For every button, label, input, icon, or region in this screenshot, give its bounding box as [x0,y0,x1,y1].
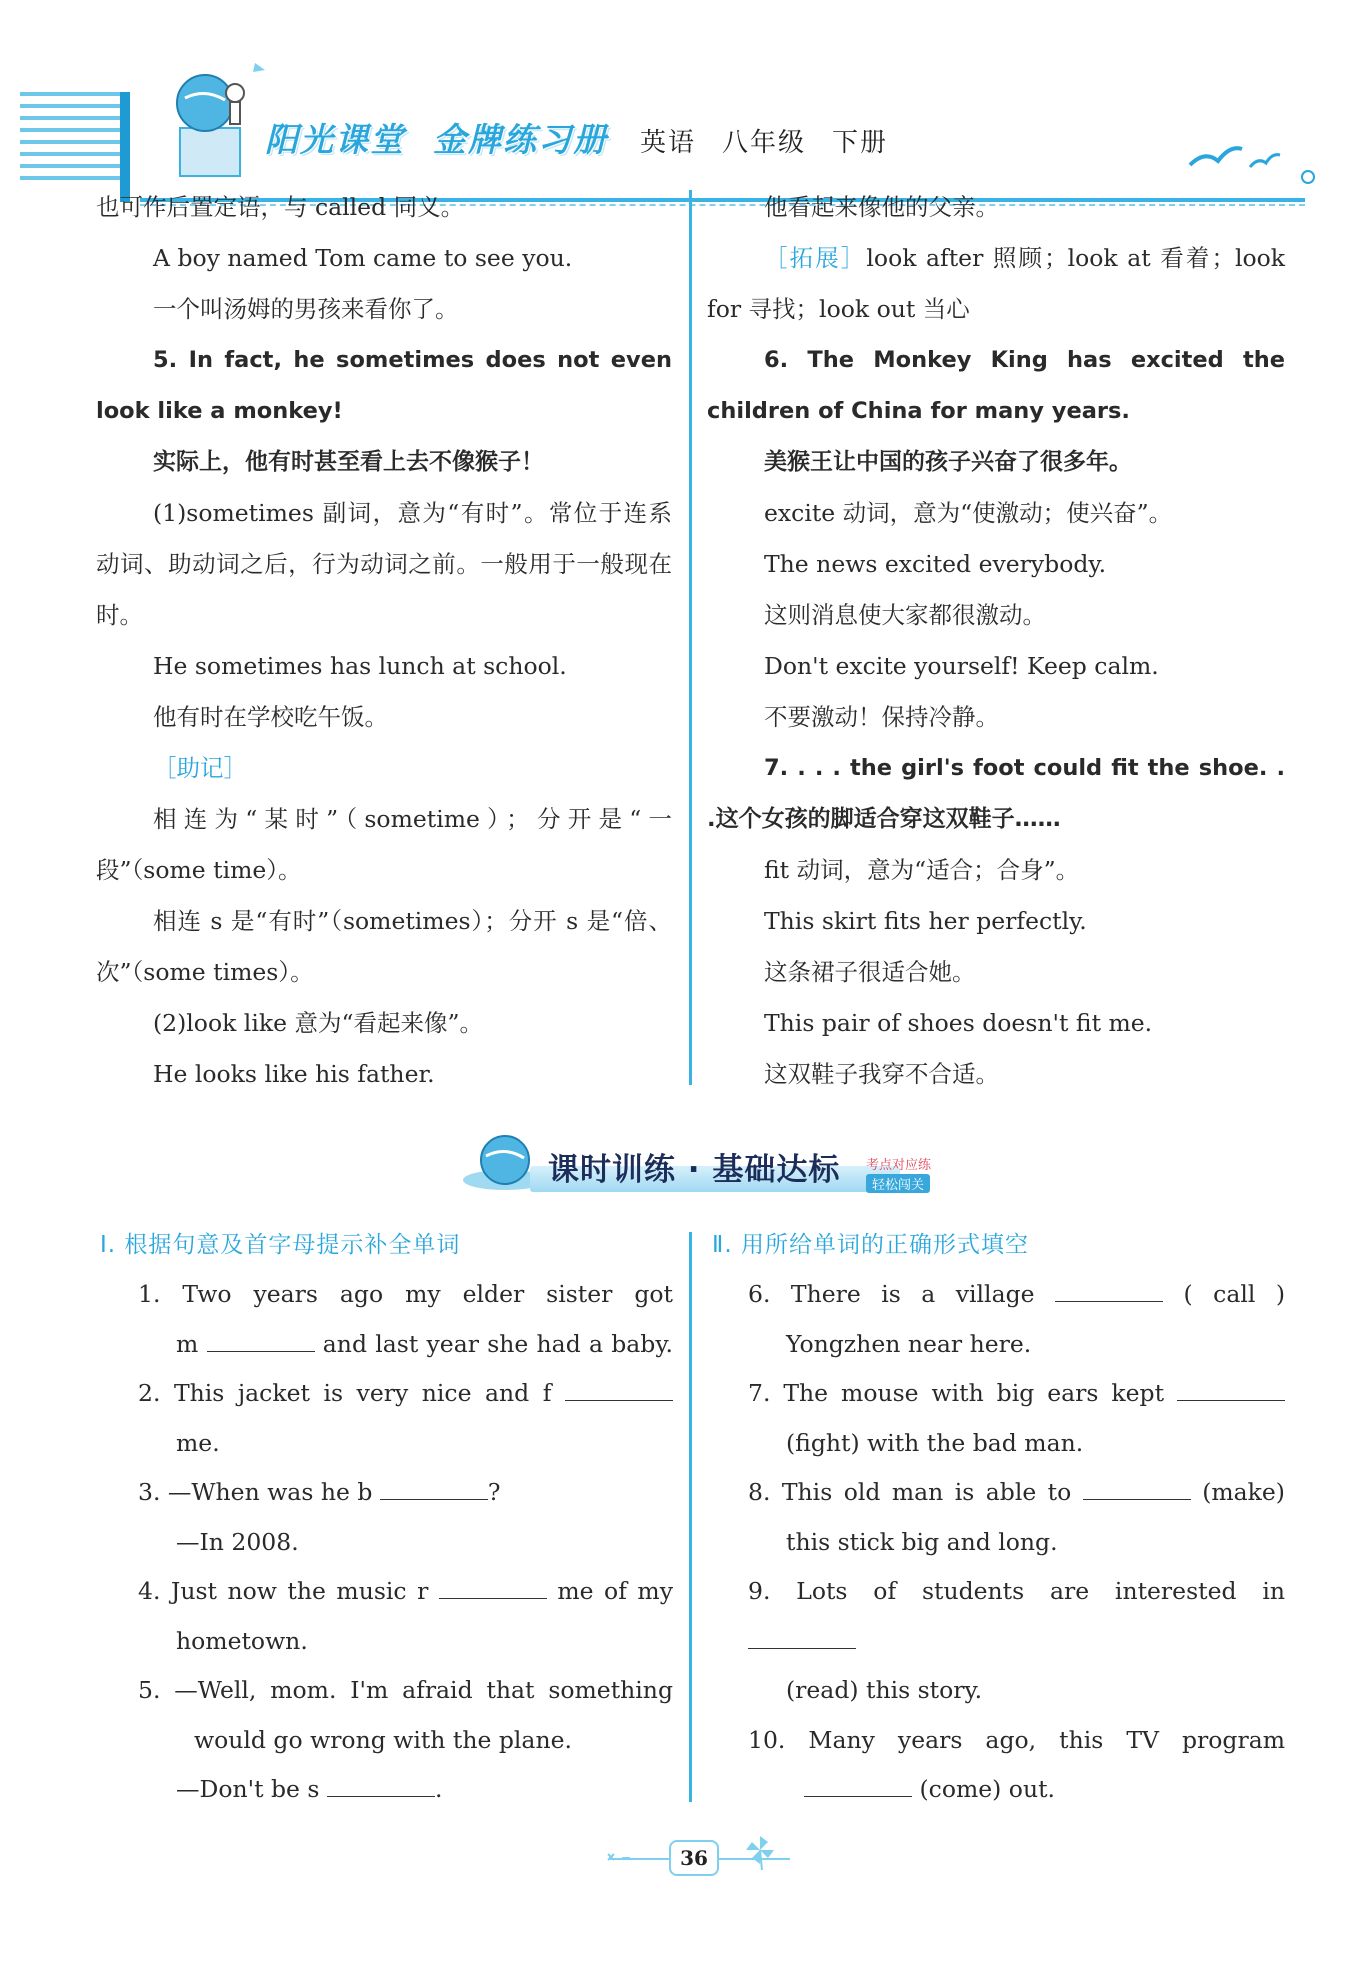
paragraph: excite 动词，意为“使激动；使兴奋”。 [764,499,1173,527]
question-1-rest: and last year she had a baby. [322,1329,673,1358]
key-sentence-7-en: 7. . . . the girl's foot could fit the shoe. . . [707,755,1285,832]
right-column [707,182,1285,1100]
question-5-line-2: would go wrong with the plane. [194,1725,572,1754]
example-sentence: This pair of shoes doesn't fit me. [764,1009,1153,1037]
answer-blank-5[interactable] [327,1774,435,1797]
question-9-line-2: (read) this story. [786,1676,983,1704]
example-translation: 一个叫汤姆的男孩来看你了。 [153,295,459,323]
question-6-line-2: Yongzhen near here. [786,1329,1032,1358]
grade: 八年级 [722,128,807,158]
question-2-line-1 [138,1369,673,1419]
paragraph: (2)look like 意为“看起来像”。 [153,1009,483,1037]
section-banner [420,1128,960,1198]
example-sentence: He sometimes has lunch at school. [153,652,567,680]
paragraph: fit 动词，意为“适合；合身”。 [764,856,1080,884]
section-1-title: Ⅰ. 根据句意及首字母提示补全单词 [100,1232,461,1258]
paragraph: 也可作后置定语，与 called 同义。 [96,193,465,221]
example-translation: 这条裙子很适合她。 [764,958,976,986]
key-sentence-5: 5. In fact, he sometimes does not even look like a monkey! [96,347,672,424]
book-info [640,122,914,159]
expand-tag: ［拓展］ [764,244,867,272]
question-9-text: 9. Lots of students are interested in [748,1577,1285,1605]
brand-name-1: 阳光课堂 [265,120,405,159]
question-4-line-2: hometown. [176,1626,308,1655]
key-sentence-7-translation: 这个女孩的脚适合穿这双鞋子…… [715,806,1061,832]
question-6-line-1 [748,1270,1285,1320]
key-sentence-5-translation: 实际上，他有时甚至看上去不像猴子！ [153,449,544,475]
key-sentence-6: 6. The Monkey King has excited the children of China for many years. [707,347,1285,424]
example-sentence: A boy named Tom came to see you. [153,244,573,272]
key-sentence-7 [707,743,1285,845]
example-translation: 这双鞋子我穿不合适。 [764,1060,999,1088]
answer-blank-6[interactable] [1055,1279,1163,1302]
question-2-text: 2. This jacket is very nice and f [138,1379,552,1407]
globe-mascot-icon [160,58,270,178]
question-5-mark: . [434,1775,443,1803]
answer-blank-8[interactable] [1083,1477,1191,1500]
footer [600,1830,800,1880]
header [20,40,1320,180]
question-3-answer: —In 2008. [176,1527,299,1556]
answer-blank-9[interactable] [748,1626,856,1649]
key-sentence-6-translation: 美猴王让中国的孩子兴奋了很多年。 [764,449,1132,475]
paragraph: (1)sometimes 副词，意为“有时”。常位于连系动词、助动词之后，行为动词之前。一般用于一般现在时。 [96,499,672,629]
volume: 下册 [832,128,889,158]
page-number: 36 [669,1840,719,1876]
answer-blank-4[interactable] [439,1576,547,1599]
question-4-text: 4. Just now the music r [138,1577,429,1605]
brand-name-2: 金牌练习册 [433,120,608,159]
example-sentence: This skirt fits her perfectly. [764,907,1087,935]
answer-blank-2[interactable] [565,1378,673,1401]
pinwheel-icon [740,1830,780,1870]
section-1-questions [138,1270,673,1815]
question-1-line-2 [138,1320,673,1370]
example-translation: 他有时在学校吃午饭。 [153,703,388,731]
exercise-divider [689,1232,692,1802]
question-8-hint: (make) [1202,1478,1285,1506]
left-column [96,182,672,1100]
example-translation: 他看起来像他的父亲。 [764,193,999,221]
question-10-line-1: 10. Many years ago, this TV program [748,1725,1285,1754]
question-7-text: 7. The mouse with big ears kept [748,1379,1165,1407]
question-9-line-1 [748,1567,1285,1666]
question-1-prefix: m [176,1329,199,1358]
question-1-line-1: 1. Two years ago my elder sister got [138,1280,673,1308]
star-icon [600,1844,640,1874]
question-5-text: —Don't be s [176,1775,320,1803]
paragraph: 相连为“某时”（sometime）；分开是“一段”（some time）。 [96,805,672,884]
subject: 英语 [640,128,697,158]
section-2-title: Ⅱ. 用所给单词的正确形式填空 [712,1232,1029,1258]
answer-blank-1[interactable] [207,1329,315,1352]
expand-paragraph [707,233,1285,335]
question-3-mark: ? [487,1478,501,1506]
question-3-line-1 [138,1468,673,1518]
example-translation: 这则消息使大家都很激动。 [764,601,1046,629]
question-4-rest: me of my [557,1577,673,1605]
example-translation: 不要激动！保持冷静。 [764,703,999,731]
paragraph: 相连 s 是“有时”（sometimes）；分开 s 是“倍、次”（some times）。 [96,907,672,986]
question-6-text: 6. There is a village [748,1280,1035,1308]
answer-blank-3[interactable] [380,1477,488,1500]
example-sentence: He looks like his father. [153,1060,435,1088]
banner-subtitle-1: 考点对应练 [866,1158,932,1173]
question-7-line-1 [748,1369,1285,1419]
banner-title: 课时训练 · 基础达标 [548,1152,841,1188]
section-2-questions [748,1270,1285,1815]
question-4-line-1 [138,1567,673,1617]
question-6-hint: ( call ) [1183,1280,1285,1308]
answer-blank-10[interactable] [804,1774,912,1797]
banner-subtitle-2: 轻松闯关 [866,1174,930,1193]
answer-blank-7[interactable] [1177,1378,1285,1401]
question-3-text: 3. —When was he b [138,1478,373,1506]
question-5-line-1: 5. —Well, mom. I'm afraid that something [138,1676,673,1704]
question-8-line-2: this stick big and long. [786,1527,1058,1556]
question-5-line-3 [138,1765,673,1815]
question-8-text: 8. This old man is able to [748,1478,1072,1506]
question-8-line-1 [748,1468,1285,1518]
question-7-line-2: (fight) with the bad man. [786,1428,1084,1457]
example-sentence: Don't excite yourself! Keep calm. [764,652,1159,680]
question-2-line-2: me. [176,1428,220,1457]
column-divider [689,190,692,1085]
question-10-rest: (come) out. [919,1775,1055,1803]
expand-text: look after 照顾；look at 看着；look for 寻找；look out 当心 [707,244,1285,323]
example-sentence: The news excited everybody. [764,550,1107,578]
question-10-line-2 [748,1765,1285,1815]
mnemonic-tag: ［助记］ [153,754,247,782]
brand-title [265,110,636,170]
